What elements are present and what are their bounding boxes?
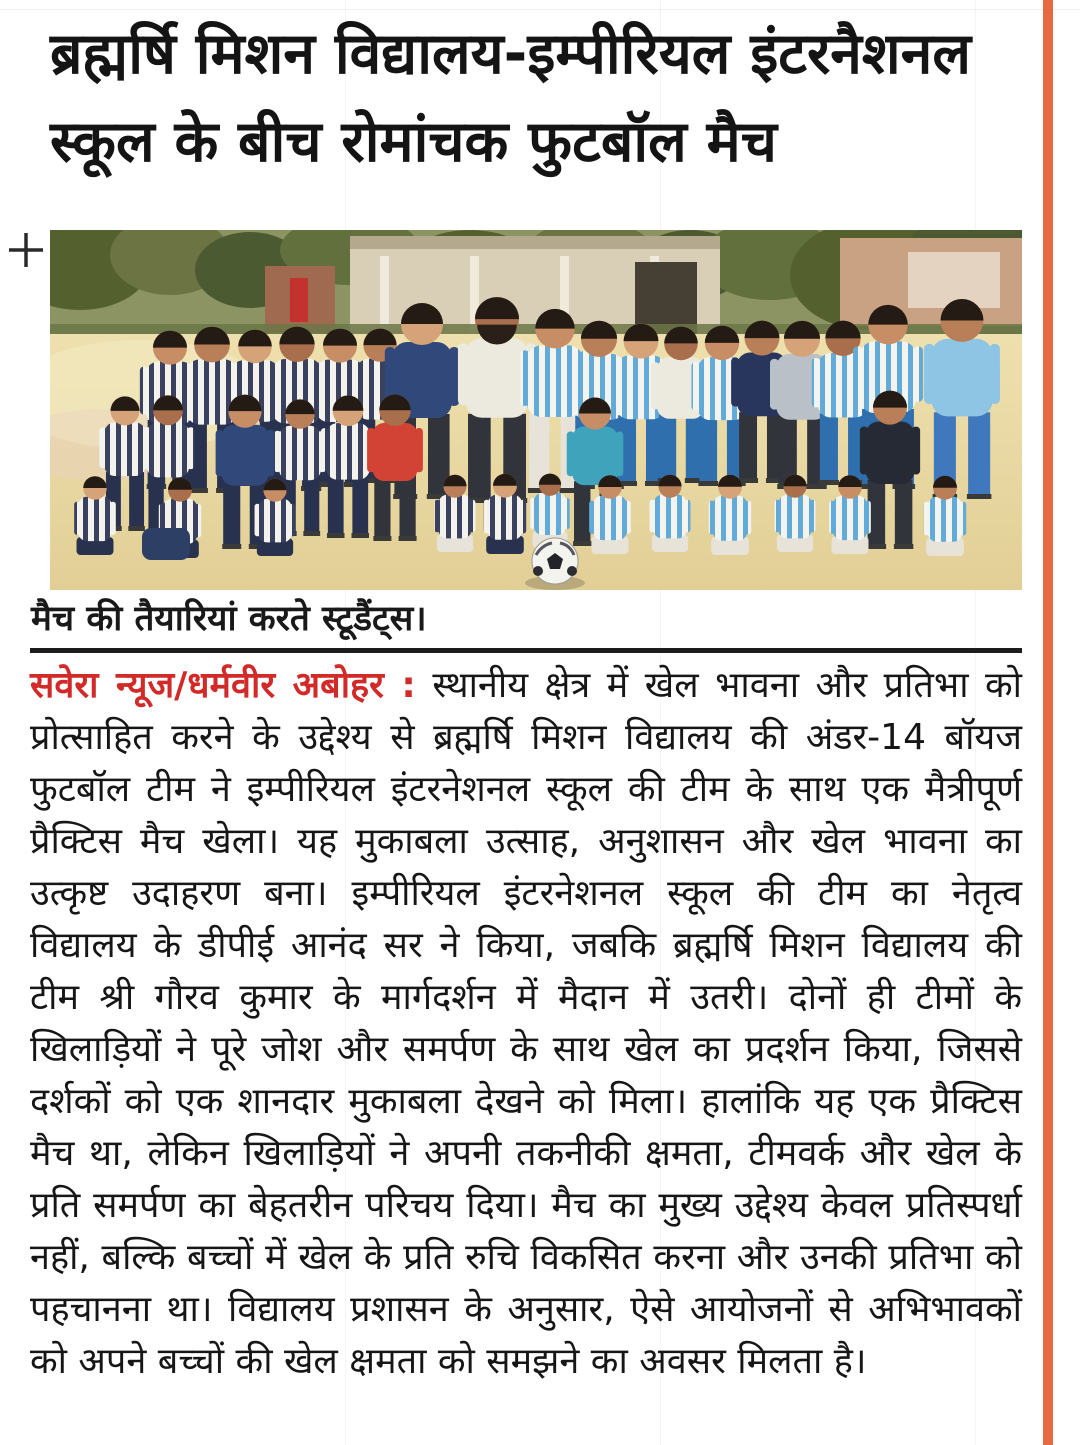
article-body — [30, 660, 1022, 1388]
caption-divider-rule — [30, 648, 1022, 653]
crop-mark-plus-icon — [6, 230, 46, 274]
article-headline: ब्रह्मर्षि मिशन विद्यालय-इम्पीरियल इंटरनैशनल स्कूल के बीच रोमांचक फुटबॉल मैच — [50, 21, 971, 175]
photo-caption: मैच की तैयारियां करते स्टूडैंट्स। — [31, 599, 427, 639]
team-group-photo — [50, 230, 1022, 590]
article-photo — [50, 230, 1022, 590]
byline-lead-in: सवेरा न्यूज/धर्मवीर अबोहर : — [30, 665, 416, 706]
page-edge-accent-bar — [1043, 0, 1053, 1445]
body-text: स्थानीय क्षेत्र में खेल भावना और प्रतिभा को प्रोत्साहित करने के उद्देश्य से ब्रह्मर्षि मिशन विद्यालय की अंडर-14 बॉयज फुटबॉल टीम ने इम्पीरियल इंटरनेशनल स्कूल की टीम के साथ एक मैत्रीपूर्ण प्रैक्टिस मैच खेला। यह मुकाबला उत्साह, अनुशासन और खेल भावना का उत्कृष्ट उदाहरण बना। इम्पीरियल इंटरनेशनल स्कूल की टीम का नेतृत्व विद्यालय के डीपीई आनंद सर ने किया, जबकि ब्रह्मर्षि मिशन विद्यालय की टीम श्री गौरव कुमार के मार्गदर्शन में मैदान में उतरी। दोनों ही टीमों के खिलाड़ियों ने पूरे जोश और समर्पण के साथ खेल का प्रदर्शन किया, जिससे दर्शकों को एक शानदार मुकाबला देखने को मिला। हालांकि यह एक प्रैक्टिस मैच था, लेकिन खिलाड़ियों ने अपनी तकनीकी क्षमता, टीमवर्क और खेल के प्रति समर्पण का बेहतरीन परिचय दिया। मैच का मुख्य उद्देश्य केवल प्रतिस्पर्धा नहीं, बल्कि बच्चों में खेल के प्रति रुचि विकसित करना और उनकी प्रतिभा को पहचानना था। विद्यालय प्रशासन के अनुसार, ऐसे आयोजनों से अभिभावकों को अपने बच्चों की खेल क्षमता को समझने का अवसर मिलता है। — [30, 665, 1022, 1382]
